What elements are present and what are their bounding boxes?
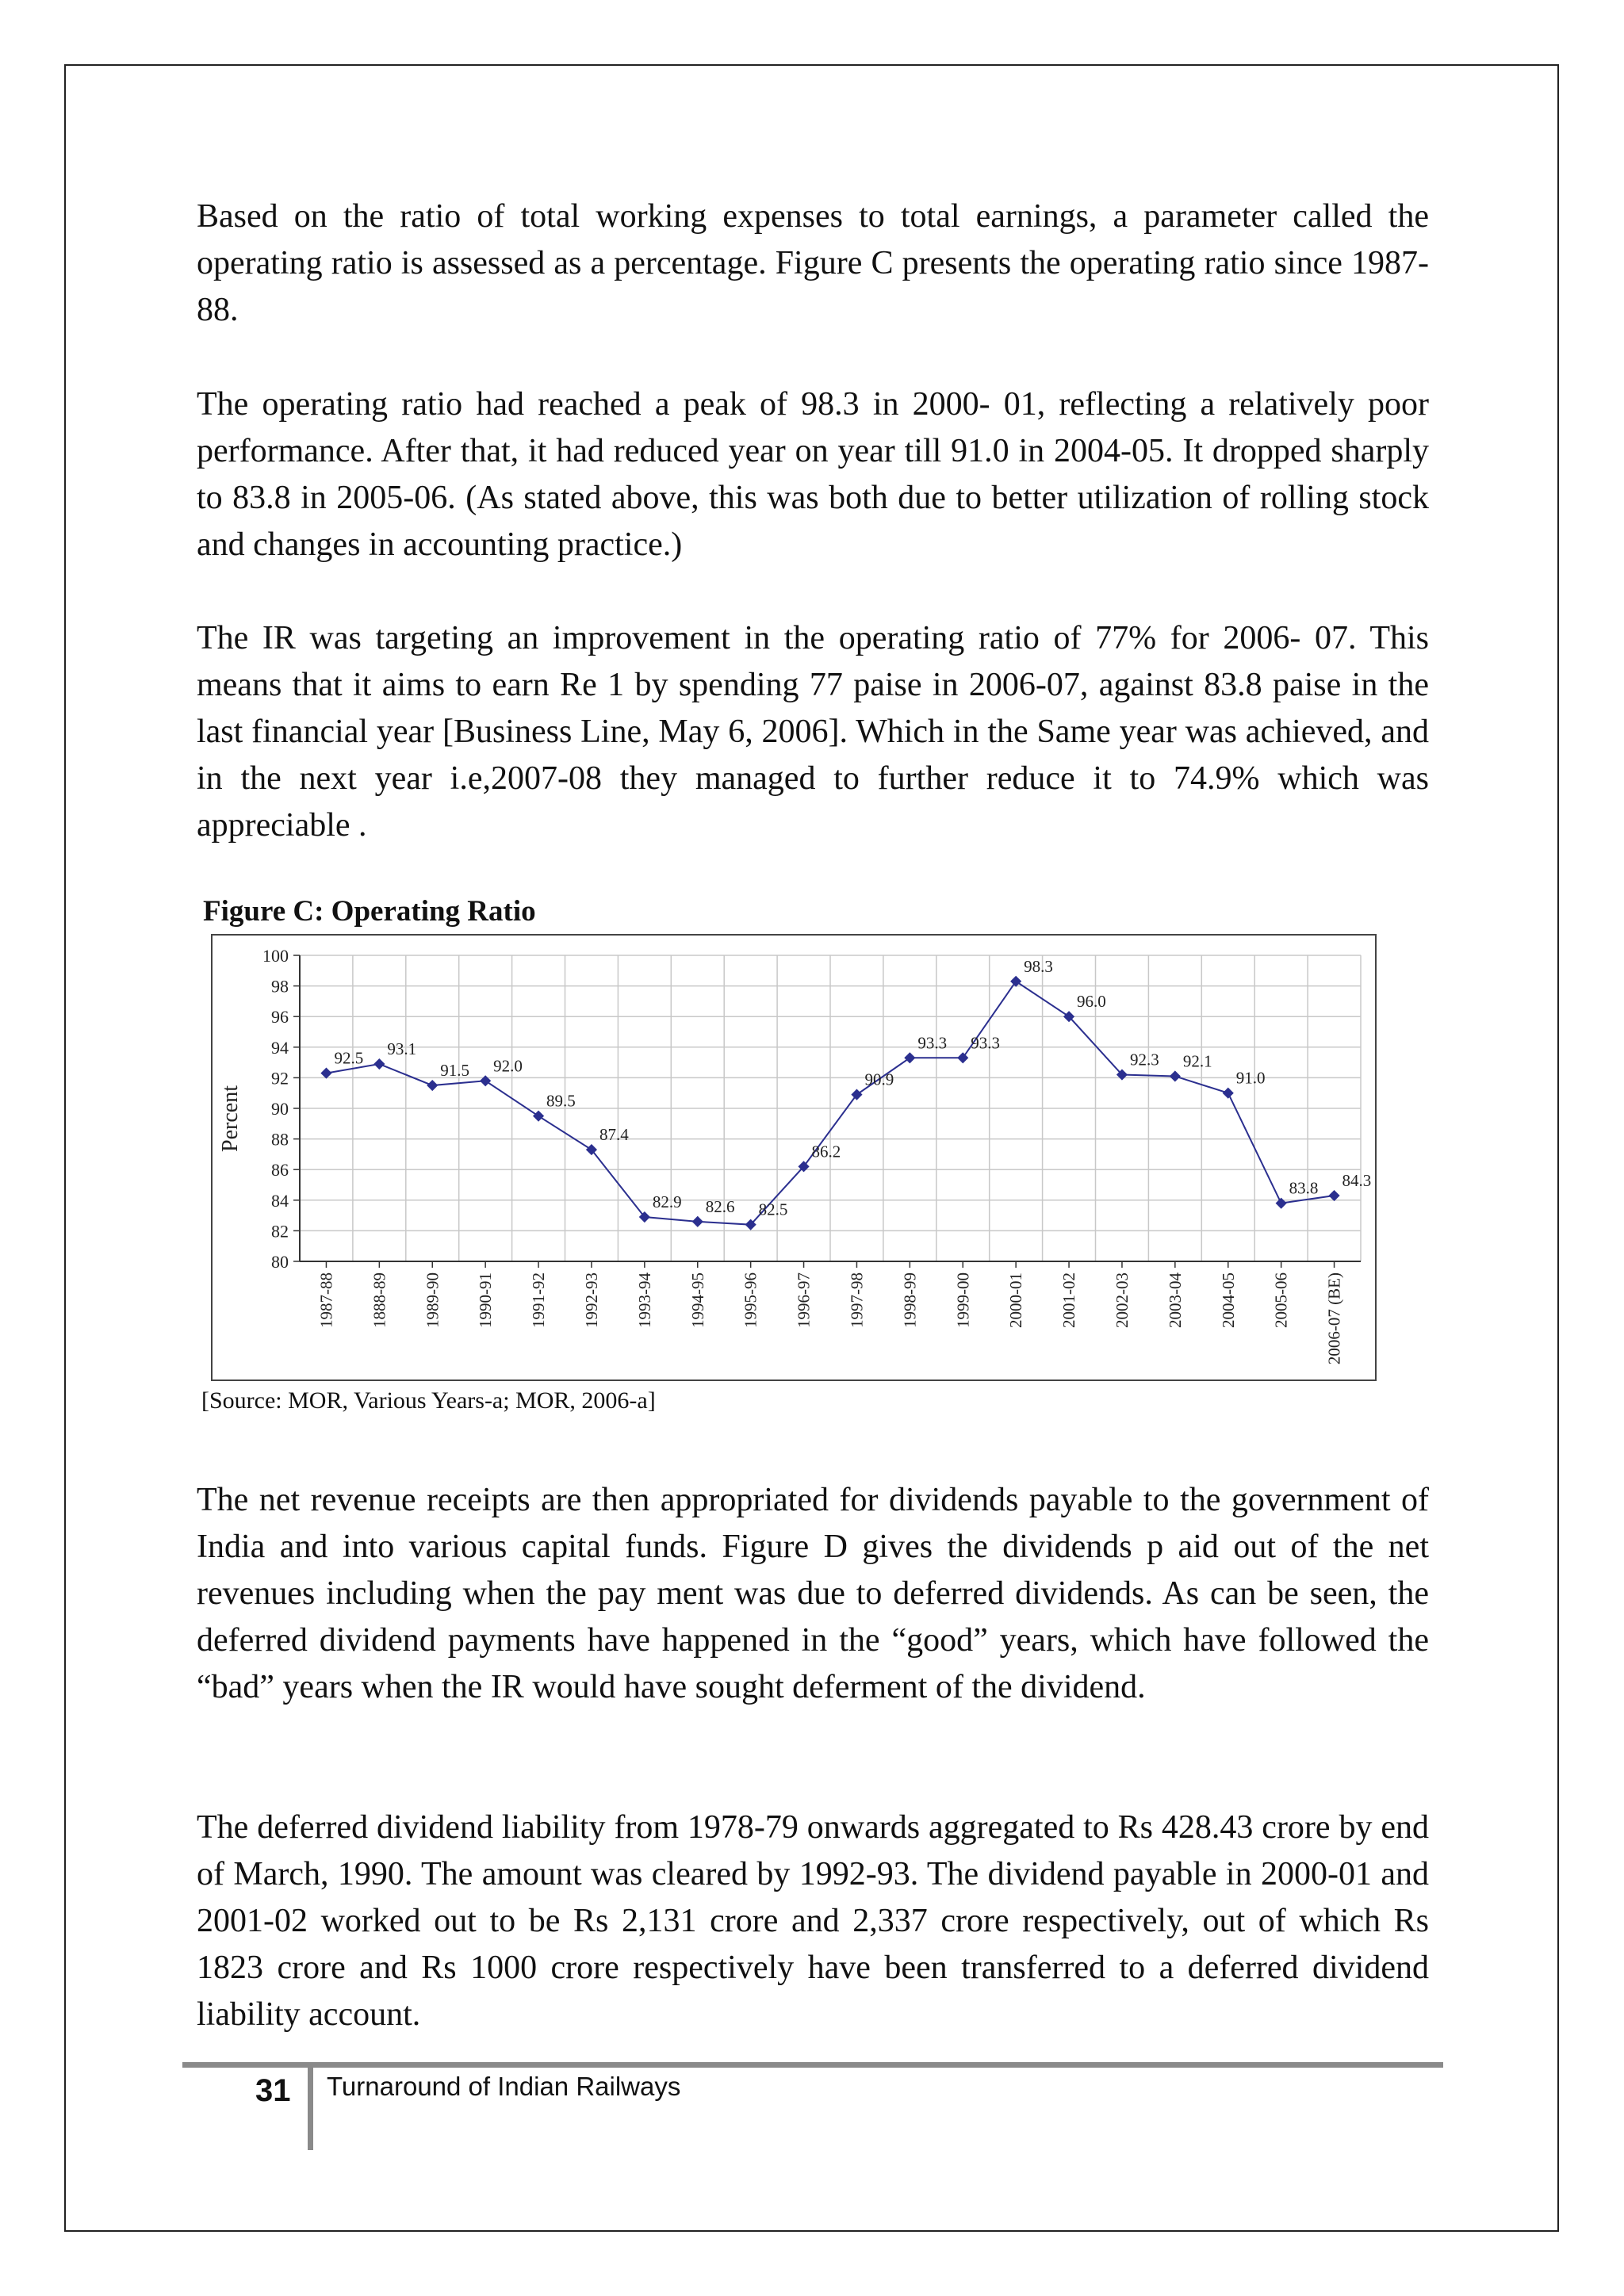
data-label: 92.0 bbox=[493, 1056, 523, 1076]
y-tick-label: 96 bbox=[271, 1007, 289, 1027]
data-label: 90.9 bbox=[864, 1070, 894, 1089]
page-number: 31 bbox=[255, 2073, 291, 2108]
data-label: 91.0 bbox=[1235, 1068, 1266, 1088]
data-label: 93.1 bbox=[387, 1039, 417, 1059]
y-tick-label: 94 bbox=[271, 1037, 289, 1058]
x-tick-label: 1994-95 bbox=[688, 1272, 707, 1328]
x-tick-label: 2001-02 bbox=[1059, 1272, 1079, 1328]
data-label: 93.3 bbox=[971, 1033, 1000, 1053]
y-tick-label: 84 bbox=[271, 1190, 289, 1211]
data-label: 93.3 bbox=[917, 1033, 948, 1053]
data-label: 87.4 bbox=[599, 1125, 629, 1145]
data-label: 84.3 bbox=[1342, 1171, 1372, 1191]
data-label: 92.5 bbox=[334, 1048, 364, 1068]
running-title: Turnaround of Indian Railways bbox=[327, 2072, 681, 2101]
y-tick-label: 98 bbox=[271, 976, 289, 997]
footer-rule bbox=[182, 2062, 1443, 2068]
paragraph-operating-ratio-intro: Based on the ratio of total working expenses to total earnings, a parameter called the operating ratio is assessed as a percentage. Figure C presents the operating ratio since 1987-88. bbox=[197, 198, 1429, 328]
paragraph-deferred-dividend: The deferred dividend liability from 1978-79 onwards aggregated to Rs 428.43 crore by end of March, 1990. The amount was cleared by 1992-93. The dividend payable in 2000-01 and 2001-02 worked out to be Rs 2,131 crore and 2,337 crore respectively, out of which Rs 1823 crore and Rs 1000 crore respectively have been transferred to a deferred dividend liability account. bbox=[197, 1809, 1429, 2033]
x-tick-label: 1998-99 bbox=[900, 1272, 920, 1328]
x-tick-label: 1992-93 bbox=[581, 1272, 601, 1328]
data-label: 98.3 bbox=[1024, 956, 1053, 976]
x-tick-label: 1888-89 bbox=[370, 1272, 389, 1328]
x-tick-label: 1995-96 bbox=[741, 1272, 760, 1328]
y-tick-label: 100 bbox=[262, 946, 289, 966]
x-tick-label: 2006-07 (BE) bbox=[1324, 1272, 1344, 1365]
y-tick-label: 88 bbox=[271, 1129, 289, 1150]
x-tick-label: 1989-90 bbox=[423, 1272, 442, 1328]
chart-gridlines bbox=[300, 955, 1361, 1261]
x-tick-label: 2003-04 bbox=[1165, 1272, 1185, 1328]
x-tick-label: 1993-94 bbox=[634, 1272, 654, 1328]
y-axis-label: Percent bbox=[218, 1085, 243, 1152]
figure-title: Figure C: Operating Ratio bbox=[203, 895, 536, 928]
x-tick-label: 1996-97 bbox=[794, 1272, 814, 1328]
x-tick-label: 2000-01 bbox=[1006, 1272, 1026, 1328]
data-label: 91.5 bbox=[440, 1061, 469, 1081]
x-tick-label: 1991-92 bbox=[529, 1272, 549, 1328]
paragraph-operating-ratio-trend: The operating ratio had reached a peak of 98.3 in 2000- 01, reflecting a relatively poor performance. After that, it had reduced year on year till 91.0 in 2004-05. It dropped sharply to 83.8 in 2005-06. (As stated above, this was both due to better utilization of rolling stock and changes in accounting practice.) bbox=[197, 386, 1429, 563]
y-tick-label: 82 bbox=[271, 1221, 289, 1242]
x-tick-label: 1987-88 bbox=[316, 1272, 336, 1328]
data-label: 92.1 bbox=[1182, 1051, 1212, 1071]
data-label: 86.2 bbox=[811, 1142, 841, 1161]
y-tick-label: 92 bbox=[271, 1068, 289, 1089]
y-tick-label: 90 bbox=[271, 1099, 289, 1119]
data-label: 82.6 bbox=[705, 1196, 735, 1216]
x-tick-label: 1990-91 bbox=[476, 1272, 496, 1328]
operating-ratio-chart bbox=[211, 934, 1377, 1381]
x-tick-label: 2005-06 bbox=[1271, 1272, 1291, 1328]
x-tick-label: 1997-98 bbox=[847, 1272, 867, 1328]
paragraph-dividends: The net revenue receipts are then appropriated for dividends payable to the government of India and into various capital funds. Figure D gives the dividends p aid out of the net revenues including when the pay ment was due to deferred dividends. As can be seen, the deferred dividend payments have happened in the “good” years, which have followed the “bad” years when the IR would have sought deferment of the dividend. bbox=[197, 1482, 1429, 1705]
x-tick-label: 1999-00 bbox=[953, 1272, 973, 1328]
footer-divider bbox=[308, 2068, 313, 2150]
data-label: 89.5 bbox=[546, 1091, 576, 1111]
y-tick-label: 86 bbox=[271, 1160, 289, 1181]
data-label: 92.3 bbox=[1129, 1050, 1159, 1070]
x-tick-label: 2004-05 bbox=[1218, 1272, 1238, 1328]
x-tick-label: 2002-03 bbox=[1112, 1272, 1132, 1328]
figure-source: [Source: MOR, Various Years-a; MOR, 2006-a] bbox=[201, 1387, 656, 1414]
data-label: 82.5 bbox=[758, 1200, 788, 1219]
y-tick-label: 80 bbox=[271, 1252, 289, 1272]
data-label: 82.9 bbox=[652, 1192, 682, 1212]
data-label: 96.0 bbox=[1077, 992, 1106, 1012]
data-label: 83.8 bbox=[1289, 1178, 1319, 1198]
paragraph-operating-ratio-target: The IR was targeting an improvement in the operating ratio of 77% for 2006- 07. This means that it aims to earn Re 1 by spending 77 paise in 2006-07, against 83.8 paise in the last financial year [Business Line, May 6, 2006]. Which in the Same year was achieved, and in the next year i.e,2007-08 they managed to further reduce it to 74.9% which was appreciable . bbox=[197, 620, 1429, 844]
